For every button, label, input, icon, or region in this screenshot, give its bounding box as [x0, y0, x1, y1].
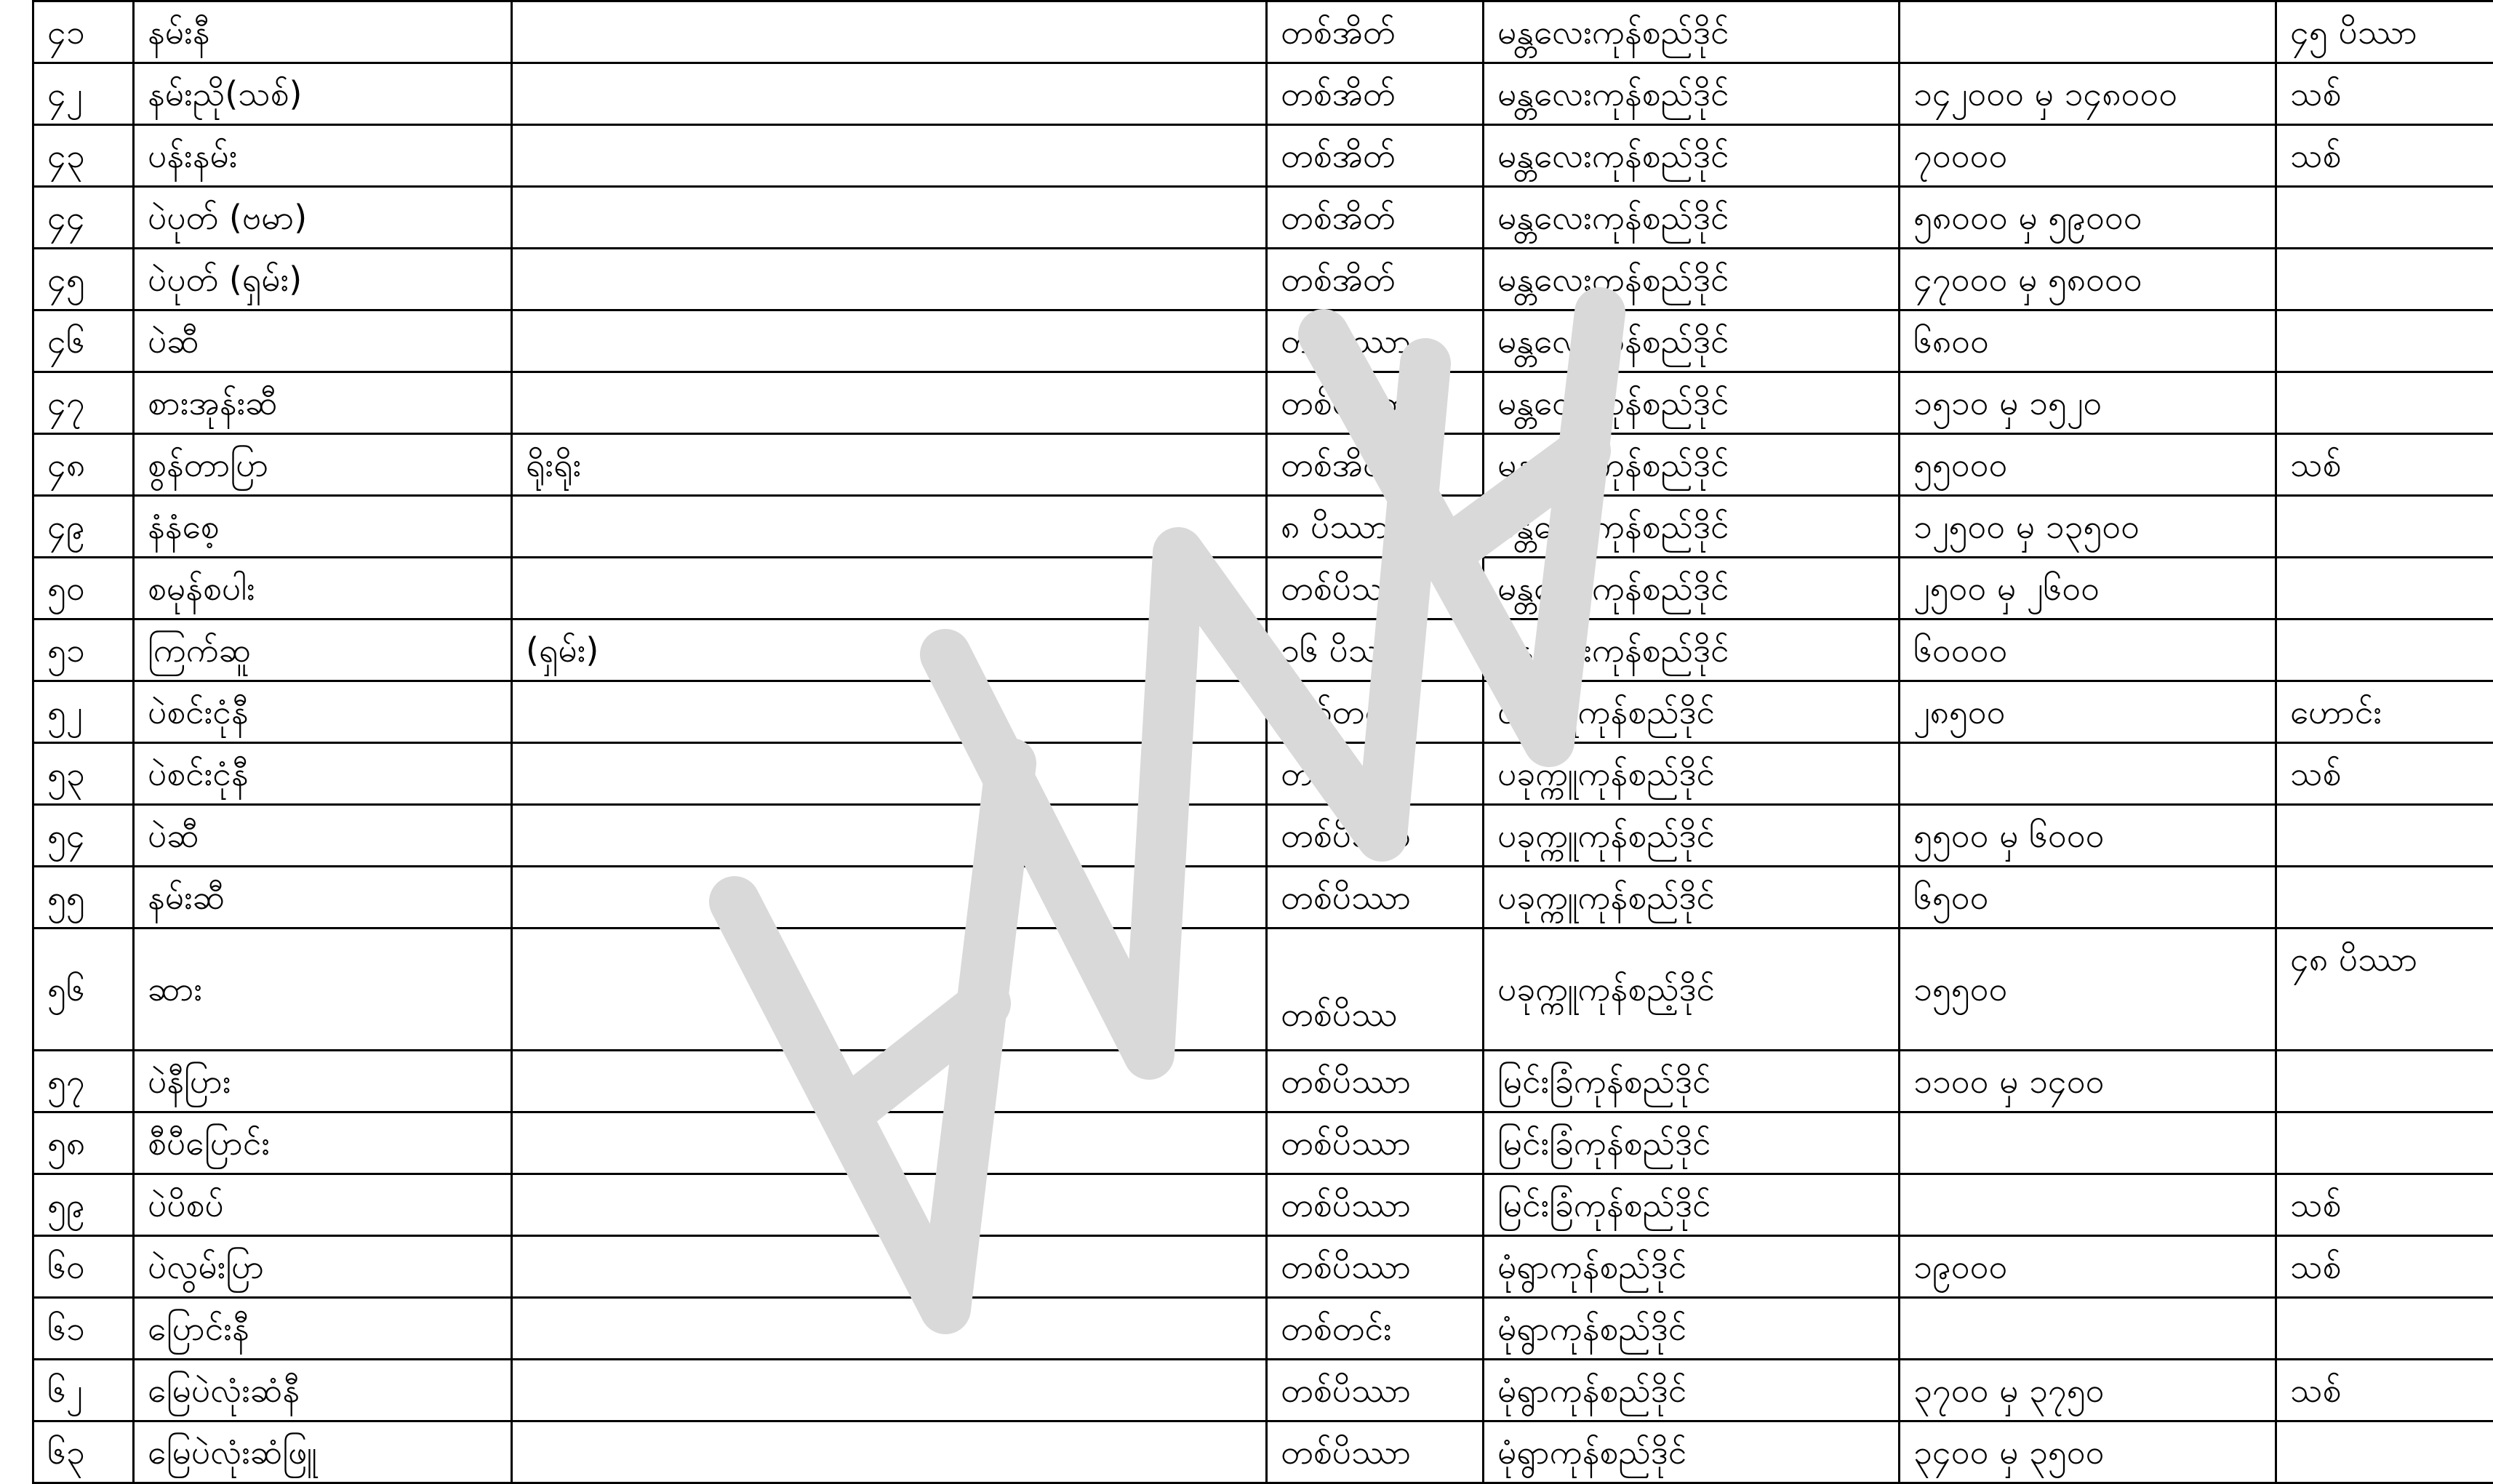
cell-remark: [2276, 372, 2493, 434]
cell-item-note: [512, 1360, 1267, 1421]
table-row: [33, 125, 2493, 187]
cell-price: [1900, 1174, 2276, 1236]
cell-price: ၅၅၀၀ မှ ၆၀၀၀: [1900, 805, 2276, 867]
table-row: [33, 310, 2493, 372]
cell-market: မန္တလေးကုန်စည်ဒိုင်: [1484, 249, 1900, 310]
cell-item-name: ပဲစင်းငုံနီ: [134, 681, 512, 743]
cell-item-note: [512, 1174, 1267, 1236]
cell-item-note: [512, 496, 1267, 558]
cell-remark: [2276, 1112, 2493, 1174]
cell-unit: တစ်ပိဿာ: [1267, 867, 1484, 928]
cell-remark: [2276, 1421, 2493, 1483]
cell-row-number: ၅၇: [33, 1051, 134, 1112]
cell-market: မုံရွာကုန်စည်ဒိုင်: [1484, 1421, 1900, 1483]
cell-item-name: စမုန်စပါး: [134, 558, 512, 619]
table-row: [33, 1, 2493, 63]
cell-remark: သစ်: [2276, 434, 2493, 496]
cell-remark: သစ်: [2276, 743, 2493, 805]
cell-market: မြင်းခြံကုန်စည်ဒိုင်: [1484, 1051, 1900, 1112]
cell-price: ၁၂၅၀၀ မှ ၁၃၅၀၀: [1900, 496, 2276, 558]
cell-price: ၁၄၂၀၀၀ မှ ၁၄၈၀၀၀: [1900, 63, 2276, 125]
cell-item-name: စီပီပြောင်း: [134, 1112, 512, 1174]
cell-unit: တစ်ပိဿာ: [1267, 1112, 1484, 1174]
table-row: [33, 867, 2493, 928]
cell-remark: ၄၈ ပိဿာ: [2276, 928, 2493, 1051]
cell-price: [1900, 743, 2276, 805]
cell-unit: တစ်ပိဿ: [1267, 928, 1484, 1051]
cell-item-note: [512, 1298, 1267, 1360]
table-row: [33, 681, 2493, 743]
cell-row-number: ၆၃: [33, 1421, 134, 1483]
cell-unit: တစ်တင်း: [1267, 1298, 1484, 1360]
cell-item-note: [512, 743, 1267, 805]
cell-item-name: မြေပဲလုံးဆံနီ: [134, 1360, 512, 1421]
cell-unit: တစ်အိတ်: [1267, 187, 1484, 249]
cell-row-number: ၄၅: [33, 249, 134, 310]
cell-remark: [2276, 867, 2493, 928]
cell-unit: တစ်ပိဿာ: [1267, 805, 1484, 867]
table-row: [33, 743, 2493, 805]
cell-remark: ဟောင်း: [2276, 681, 2493, 743]
cell-market: မန္တလေးကုန်စည်ဒိုင်: [1484, 372, 1900, 434]
cell-price: ၅၅၀၀၀: [1900, 434, 2276, 496]
cell-item-name: ပဲလွမ်းပြာ: [134, 1236, 512, 1298]
cell-price: ၆၈၀၀: [1900, 310, 2276, 372]
cell-market: မန္တလေးကုန်စည်ဒိုင်: [1484, 434, 1900, 496]
cell-item-name: ပဲပုတ် (ရှမ်း): [134, 249, 512, 310]
cell-row-number: ၄၆: [33, 310, 134, 372]
cell-item-name: ဆား: [134, 928, 512, 1051]
cell-item-name: ကြက်ဆူ: [134, 619, 512, 681]
table-row: [33, 1236, 2493, 1298]
cell-market: မန္တလေးကုန်စည်ဒိုင်: [1484, 1, 1900, 63]
cell-row-number: ၅၂: [33, 681, 134, 743]
table-row: [33, 434, 2493, 496]
cell-price: ၁၁၀၀ မှ ၁၄၀၀: [1900, 1051, 2276, 1112]
cell-item-name: ပဲဆီ: [134, 805, 512, 867]
cell-item-name: စားအုန်းဆီ: [134, 372, 512, 434]
table-row: [33, 1421, 2493, 1483]
cell-unit: တစ်တင်း: [1267, 681, 1484, 743]
cell-remark: ၄၅ ပိဿာ: [2276, 1, 2493, 63]
cell-row-number: ၅၉: [33, 1174, 134, 1236]
cell-item-note: [512, 1112, 1267, 1174]
cell-item-note: [512, 63, 1267, 125]
cell-remark: သစ်: [2276, 63, 2493, 125]
table-row: [33, 1174, 2493, 1236]
cell-market: မန္တလေးကုန်စည်ဒိုင်: [1484, 496, 1900, 558]
cell-price: ၂၅၀၀ မှ ၂၆၀၀: [1900, 558, 2276, 619]
cell-remark: [2276, 558, 2493, 619]
cell-unit: ၃၆ ပိဿာ: [1267, 619, 1484, 681]
price-table-body: [33, 1, 2493, 1483]
cell-item-name: ပန်းနမ်း: [134, 125, 512, 187]
cell-item-note: (ရှမ်း): [512, 619, 1267, 681]
cell-price: ၃၄၀၀ မှ ၃၅၀၀: [1900, 1421, 2276, 1483]
cell-market: ပခုက္ကူကုန်စည်ဒိုင်: [1484, 805, 1900, 867]
table-row: [33, 928, 2493, 1051]
table-row: [33, 187, 2493, 249]
cell-item-note: [512, 310, 1267, 372]
cell-remark: [2276, 619, 2493, 681]
cell-item-name: နမ်းညို(သစ်): [134, 63, 512, 125]
cell-item-name: နမ်းဆီ: [134, 867, 512, 928]
cell-price: ၇၀၀၀၀: [1900, 125, 2276, 187]
cell-row-number: ၅၆: [33, 928, 134, 1051]
cell-market: မန္တလေးကုန်စည်ဒိုင်: [1484, 310, 1900, 372]
cell-remark: [2276, 249, 2493, 310]
cell-unit: တစ်ပိဿာ: [1267, 1236, 1484, 1298]
cell-item-note: [512, 681, 1267, 743]
table-row: [33, 63, 2493, 125]
cell-item-name: ပဲပိစပ်: [134, 1174, 512, 1236]
cell-row-number: ၆၀: [33, 1236, 134, 1298]
cell-item-note: [512, 187, 1267, 249]
cell-item-name: နံနံစေ့: [134, 496, 512, 558]
cell-market: ပခုက္ကူကုန်စည်ဒိုင်: [1484, 743, 1900, 805]
table-row: [33, 1051, 2493, 1112]
cell-market: ပခုက္ကူကုန်စည်ဒိုင်: [1484, 867, 1900, 928]
table-row: [33, 558, 2493, 619]
cell-market: မုံရွာကုန်စည်ဒိုင်: [1484, 1236, 1900, 1298]
cell-market: မန္တလေးကုန်စည်ဒိုင်: [1484, 187, 1900, 249]
cell-item-note: [512, 125, 1267, 187]
cell-item-name: နမ်းနီ: [134, 1, 512, 63]
cell-market: ပခုက္ကူကုန်စည်ဒိုင်: [1484, 681, 1900, 743]
cell-item-name: စွန်တာပြာ: [134, 434, 512, 496]
cell-row-number: ၅၁: [33, 619, 134, 681]
table-row: [33, 496, 2493, 558]
cell-market: မုံရွာကုန်စည်ဒိုင်: [1484, 1360, 1900, 1421]
cell-item-note: [512, 1051, 1267, 1112]
cell-market: မန္တလေးကုန်စည်ဒိုင်: [1484, 125, 1900, 187]
cell-row-number: ၅၀: [33, 558, 134, 619]
cell-item-note: [512, 1236, 1267, 1298]
cell-unit: တစ်ပိဿာ: [1267, 1051, 1484, 1112]
cell-item-name: ပဲစင်းငုံနီ: [134, 743, 512, 805]
cell-item-note: ရိုးရိုး: [512, 434, 1267, 496]
cell-market: မုံရွာကုန်စည်ဒိုင်: [1484, 1298, 1900, 1360]
cell-remark: သစ်: [2276, 1174, 2493, 1236]
cell-row-number: ၄၉: [33, 496, 134, 558]
cell-market: မန္တလေးကုန်စည်ဒိုင်: [1484, 63, 1900, 125]
cell-item-note: [512, 372, 1267, 434]
cell-unit: တစ်ပိဿာ: [1267, 372, 1484, 434]
cell-unit: တစ်အိတ်: [1267, 125, 1484, 187]
cell-remark: [2276, 1051, 2493, 1112]
cell-unit: ၈ ပိဿာ: [1267, 496, 1484, 558]
cell-row-number: ၄၇: [33, 372, 134, 434]
cell-price: ၄၇၀၀၀ မှ ၅၈၀၀၀: [1900, 249, 2276, 310]
cell-market: မြင်းခြံကုန်စည်ဒိုင်: [1484, 1174, 1900, 1236]
cell-row-number: ၄၂: [33, 63, 134, 125]
cell-price: ၁၉၀၀၀: [1900, 1236, 2276, 1298]
cell-row-number: ၅၄: [33, 805, 134, 867]
table-row: [33, 249, 2493, 310]
cell-row-number: ၅၈: [33, 1112, 134, 1174]
table-row: [33, 805, 2493, 867]
cell-price: ၁၅၁၀ မှ ၁၅၂၀: [1900, 372, 2276, 434]
cell-price: ၆၀၀၀၀: [1900, 619, 2276, 681]
cell-item-note: [512, 1421, 1267, 1483]
table-row: [33, 619, 2493, 681]
cell-price: ၁၅၅၀၀: [1900, 928, 2276, 1051]
cell-price: [1900, 1298, 2276, 1360]
cell-remark: [2276, 496, 2493, 558]
cell-row-number: ၄၄: [33, 187, 134, 249]
cell-item-note: [512, 805, 1267, 867]
cell-unit: တစ်ပိဿာ: [1267, 310, 1484, 372]
cell-remark: [2276, 187, 2493, 249]
cell-unit: တစ်တင်း: [1267, 743, 1484, 805]
cell-row-number: ၄၈: [33, 434, 134, 496]
cell-market: မြင်းခြံကုန်စည်ဒိုင်: [1484, 1112, 1900, 1174]
cell-item-note: [512, 1, 1267, 63]
cell-unit: တစ်အိတ်: [1267, 1, 1484, 63]
cell-row-number: ၆၂: [33, 1360, 134, 1421]
cell-item-note: [512, 867, 1267, 928]
cell-unit: တစ်အိတ်: [1267, 63, 1484, 125]
cell-item-note: [512, 558, 1267, 619]
cell-price: ၅၈၀၀၀ မှ ၅၉၀၀၀: [1900, 187, 2276, 249]
cell-market: ပခုက္ကူကုန်စည့်ဒိုင်: [1484, 928, 1900, 1051]
cell-remark: [2276, 805, 2493, 867]
cell-remark: [2276, 1298, 2493, 1360]
cell-item-name: မြေပဲလုံးဆံဖြူ: [134, 1421, 512, 1483]
cell-remark: သစ်: [2276, 1360, 2493, 1421]
cell-price: ၆၅၀၀: [1900, 867, 2276, 928]
price-table: [32, 0, 2493, 1484]
table-row: [33, 1298, 2493, 1360]
cell-unit: တစ်ပိဿာ: [1267, 1421, 1484, 1483]
cell-row-number: ၄၃: [33, 125, 134, 187]
cell-remark: သစ်: [2276, 125, 2493, 187]
cell-row-number: ၅၃: [33, 743, 134, 805]
cell-item-name: ပဲဆီ: [134, 310, 512, 372]
cell-unit: တစ်ပိဿာ: [1267, 1360, 1484, 1421]
cell-item-note: [512, 928, 1267, 1051]
cell-price: ၃၇၀၀ မှ ၃၇၅၀: [1900, 1360, 2276, 1421]
table-row: [33, 1112, 2493, 1174]
cell-row-number: ၅၅: [33, 867, 134, 928]
cell-remark: သစ်: [2276, 1236, 2493, 1298]
cell-unit: တစ်အိတ်: [1267, 249, 1484, 310]
cell-unit: တစ်အိတ်: [1267, 434, 1484, 496]
cell-row-number: ၄၁: [33, 1, 134, 63]
table-row: [33, 1360, 2493, 1421]
cell-item-name: ပဲပုတ် (ဗမာ): [134, 187, 512, 249]
cell-remark: [2276, 310, 2493, 372]
cell-price: [1900, 1112, 2276, 1174]
cell-unit: တစ်ပိဿာ: [1267, 558, 1484, 619]
cell-item-name: ပြောင်းနီ: [134, 1298, 512, 1360]
cell-market: မန္တလေးကုန်စည်ဒိုင်: [1484, 619, 1900, 681]
cell-market: မန္တလေးကုန်စည်ဒိုင်: [1484, 558, 1900, 619]
table-row: [33, 372, 2493, 434]
cell-unit: တစ်ပိဿာ: [1267, 1174, 1484, 1236]
cell-row-number: ၆၁: [33, 1298, 134, 1360]
cell-item-name: ပဲနီပြား: [134, 1051, 512, 1112]
cell-price: ၂၈၅၀၀: [1900, 681, 2276, 743]
cell-item-note: [512, 249, 1267, 310]
cell-price: [1900, 1, 2276, 63]
